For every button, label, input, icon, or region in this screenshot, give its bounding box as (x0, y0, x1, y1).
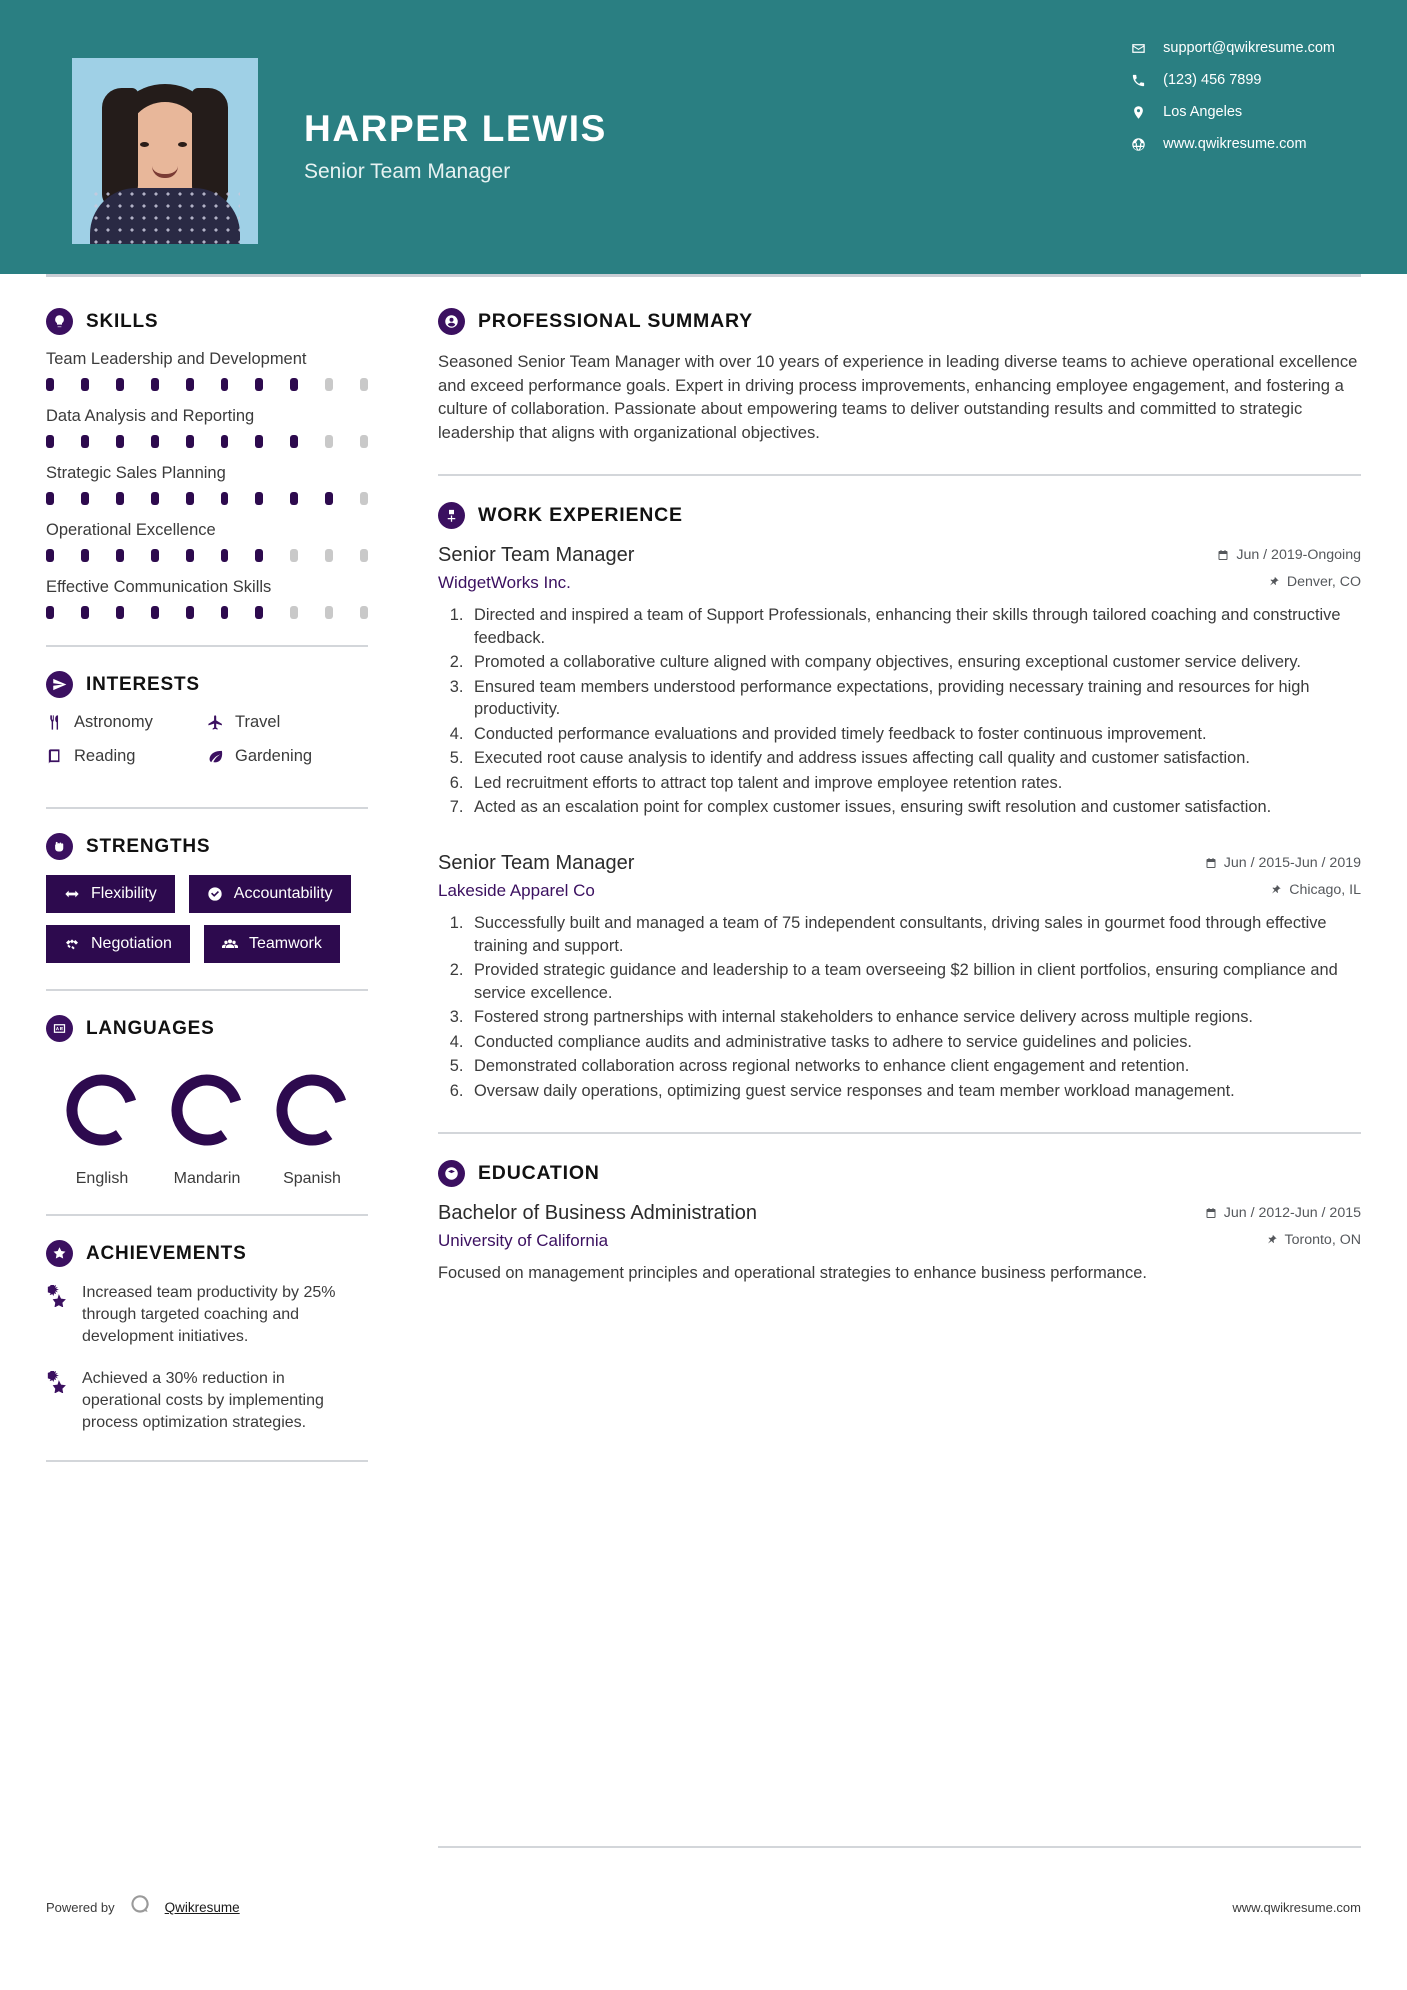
footer-divider (438, 1846, 1361, 1848)
skill-rating-dot (325, 606, 333, 619)
job-bullet: 2. Promoted a collaborative culture aligned with company objectives, ensuring exceptional customer service delivery. (468, 651, 1361, 673)
section-achievements (46, 1240, 368, 1434)
job-bullet: 6. Led recruitment efforts to attract top talent and improve employee retention rates. (468, 772, 1361, 794)
skill-rating-dot (46, 378, 54, 391)
skill-rating-dot (186, 492, 194, 505)
contact-location-text: Los Angeles (1163, 104, 1243, 120)
contact-email[interactable] (1130, 40, 1335, 56)
skill-rating-dot (221, 435, 229, 448)
calendar-icon (1205, 1207, 1217, 1219)
strength-label: Negotiation (91, 935, 172, 952)
experience-heading (438, 502, 1361, 529)
footer-brand-block (46, 1892, 240, 1923)
skill-rating-dot (81, 549, 89, 562)
candidate-name: HARPER LEWIS (304, 108, 607, 149)
divider-interests (46, 807, 368, 809)
book-icon (46, 748, 63, 765)
job-bullet: 3. Fostered strong partnerships with internal stakeholders to enhance service delivery across multiple regions. (468, 1006, 1361, 1028)
skill-label: Effective Communication Skills (46, 578, 272, 596)
star-badge-icon (46, 1240, 73, 1267)
divider-strengths (46, 989, 368, 991)
achievements-heading (46, 1240, 368, 1267)
skill-item (46, 521, 368, 562)
skill-rating (46, 435, 368, 448)
airplane-icon (207, 714, 224, 731)
job-bullets (468, 604, 1361, 818)
skill-rating-dot (290, 435, 298, 448)
summary-heading (438, 308, 1361, 335)
header-divider (46, 274, 1361, 277)
skill-rating-dot (255, 492, 263, 505)
education-entry (438, 1202, 1361, 1285)
contact-list (1130, 40, 1335, 152)
skill-rating-dot (290, 549, 298, 562)
skill-rating-dot (81, 378, 89, 391)
skill-rating-dot (186, 435, 194, 448)
skill-rating-dot (360, 549, 368, 562)
achievement-text: Achieved a 30% reduction in operational costs by implementing process optimization strategies. (82, 1370, 324, 1432)
interests-list (46, 713, 368, 781)
skill-label: Team Leadership and Development (46, 350, 307, 368)
skill-rating-dot (360, 606, 368, 619)
languages-title: LANGUAGES (86, 1017, 215, 1039)
skill-item (46, 407, 368, 448)
fist-icon (46, 833, 73, 860)
skill-rating-dot (116, 492, 124, 505)
skill-rating-dot (255, 378, 263, 391)
resume-header (0, 0, 1407, 274)
job-location-text: Denver, CO (1286, 574, 1361, 591)
skill-rating-dot (81, 435, 89, 448)
pin-icon (1268, 576, 1280, 588)
job-location (1270, 882, 1361, 898)
strengths-title: STRENGTHS (86, 835, 211, 857)
skill-rating-dot (116, 378, 124, 391)
skill-rating-dot (325, 492, 333, 505)
job-company: WidgetWorks Inc. (438, 573, 571, 593)
translate-icon (46, 1015, 73, 1042)
skill-rating-dot (116, 435, 124, 448)
calendar-icon (1205, 857, 1217, 869)
job-bullet: 1. Directed and inspired a team of Support Professionals, enhancing their skills through tailored coaching and constructive feedback. (468, 604, 1361, 649)
skill-rating-dot (186, 378, 194, 391)
achievement-item (46, 1282, 368, 1348)
divider-achievements (46, 1460, 368, 1462)
languages-list (46, 1057, 368, 1188)
job-bullet: 1. Successfully built and managed a team of 75 independent consultants, driving sales in gourmet food through effective training and support. (468, 912, 1361, 957)
skill-rating-dot (81, 606, 89, 619)
job-dates (1217, 547, 1361, 563)
skill-rating-dot (151, 378, 159, 391)
job-dates (1205, 855, 1361, 871)
job-bullet: 4. Conducted compliance audits and administrative tasks to adhere to service guidelines and policies. (468, 1031, 1361, 1053)
achievement-star-icon (46, 1368, 68, 1434)
summary-title: PROFESSIONAL SUMMARY (478, 310, 753, 332)
section-interests (46, 671, 368, 781)
job-title: Senior Team Manager (438, 852, 635, 875)
people-icon (222, 936, 238, 952)
skill-rating-dot (290, 492, 298, 505)
skills-list (46, 350, 368, 619)
email-icon (1130, 40, 1146, 56)
skill-rating-dot (360, 378, 368, 391)
skill-rating-dot (255, 435, 263, 448)
calendar-icon (1217, 549, 1229, 561)
skill-rating-dot (325, 549, 333, 562)
skill-rating-dot (116, 549, 124, 562)
strengths-list (46, 875, 368, 963)
user-circle-icon (438, 308, 465, 335)
job-entry (438, 544, 1361, 818)
skill-label: Data Analysis and Reporting (46, 407, 255, 425)
achievement-star-icon (46, 1282, 68, 1348)
strength-label: Accountability (233, 885, 333, 902)
job-bullet: 5. Executed root cause analysis to identify and address issues affecting call quality and customer satisfaction. (468, 747, 1361, 769)
contact-phone[interactable] (1130, 72, 1335, 88)
skill-rating-dot (290, 378, 298, 391)
section-education (438, 1160, 1361, 1285)
leaf-icon (207, 748, 224, 765)
jobs-list (438, 544, 1361, 1102)
pin-icon (1266, 1234, 1278, 1246)
experience-title: WORK EXPERIENCE (478, 504, 683, 527)
skill-rating-dot (325, 378, 333, 391)
section-summary (438, 308, 1361, 444)
contact-phone-text: (123) 456 7899 (1163, 72, 1262, 88)
divider-experience (438, 1132, 1361, 1134)
job-bullets (468, 912, 1361, 1102)
education-school: University of California (438, 1231, 609, 1251)
education-degree: Bachelor of Business Administration (438, 1202, 758, 1225)
footer-powered-by: Powered by (46, 1900, 115, 1915)
strength-teamwork (204, 925, 340, 963)
job-dates-text: Jun / 2019-Ongoing (1236, 547, 1361, 564)
language-ring (168, 1071, 246, 1149)
skill-rating-dot (186, 549, 194, 562)
arrows-horizontal-icon (64, 886, 80, 902)
job-dates-text: Jun / 2015-Jun / 2019 (1223, 855, 1361, 872)
interest-label: Gardening (235, 747, 313, 765)
skill-rating (46, 549, 368, 562)
skill-rating-dot (290, 606, 298, 619)
education-location-text: Toronto, ON (1284, 1232, 1361, 1249)
candidate-role: Senior Team Manager (304, 160, 511, 183)
footer-website: www.qwikresume.com (1232, 1900, 1361, 1915)
languages-heading (46, 1015, 368, 1042)
strength-label: Flexibility (91, 885, 157, 902)
skill-rating-dot (46, 606, 54, 619)
education-location (1266, 1232, 1362, 1248)
strengths-heading (46, 833, 368, 860)
interests-heading (46, 671, 368, 698)
language-label: Mandarin (173, 1170, 241, 1187)
strength-accountability (189, 875, 351, 913)
skill-rating (46, 378, 368, 391)
job-bullet: 5. Demonstrated collaboration across regional networks to enhance client engagement and retention. (468, 1055, 1361, 1077)
language-item (52, 1071, 152, 1188)
skill-rating (46, 492, 368, 505)
interest-travel (207, 713, 368, 732)
location-pin-icon (1130, 104, 1146, 120)
resume-footer (46, 1892, 1361, 1923)
skill-rating-dot (46, 492, 54, 505)
skill-item (46, 464, 368, 505)
contact-email-text: support@qwikresume.com (1163, 40, 1335, 56)
divider-skills (46, 645, 368, 647)
handshake-icon (64, 936, 80, 952)
skill-label: Operational Excellence (46, 521, 216, 539)
language-ring (63, 1071, 141, 1149)
skill-rating-dot (255, 606, 263, 619)
contact-website[interactable] (1130, 136, 1335, 152)
job-location-text: Chicago, IL (1289, 882, 1361, 899)
skill-rating-dot (221, 606, 229, 619)
job-bullet: 4. Conducted performance evaluations and provided timely feedback to foster continuous improvement. (468, 723, 1361, 745)
cutlery-icon (46, 714, 63, 731)
skills-title: SKILLS (86, 310, 159, 332)
contact-website-text: www.qwikresume.com (1163, 136, 1307, 152)
interests-title: INTERESTS (86, 673, 200, 695)
paper-plane-icon (46, 671, 73, 698)
section-languages (46, 1015, 368, 1188)
achievement-item (46, 1368, 368, 1434)
job-bullet: 6. Oversaw daily operations, optimizing guest service responses and team member workload management. (468, 1080, 1361, 1102)
strength-negotiation (46, 925, 190, 963)
interest-gardening (207, 747, 368, 766)
qwikresume-logo-icon (127, 1892, 153, 1923)
section-experience (438, 502, 1361, 1102)
interest-reading (46, 747, 207, 766)
contact-location (1130, 104, 1335, 120)
achievement-text: Increased team productivity by 25% through targeted coaching and development initiatives. (82, 1284, 336, 1346)
graduate-icon (438, 1160, 465, 1187)
language-label: Spanish (283, 1170, 341, 1187)
skill-rating-dot (325, 435, 333, 448)
divider-summary (438, 474, 1361, 476)
skill-rating-dot (151, 549, 159, 562)
footer-brand-link[interactable]: Qwikresume (164, 1900, 240, 1915)
skill-rating-dot (255, 549, 263, 562)
profile-photo (72, 58, 258, 244)
strength-flexibility (46, 875, 175, 913)
language-ring (273, 1071, 351, 1149)
skill-rating-dot (360, 435, 368, 448)
check-circle-icon (207, 886, 223, 902)
strength-label: Teamwork (248, 935, 322, 952)
skill-rating-dot (360, 492, 368, 505)
skill-rating-dot (46, 549, 54, 562)
skill-rating-dot (151, 492, 159, 505)
interest-astronomy (46, 713, 207, 732)
job-company: Lakeside Apparel Co (438, 881, 595, 901)
education-title: EDUCATION (478, 1162, 600, 1185)
language-label: English (75, 1170, 129, 1187)
skill-rating-dot (81, 492, 89, 505)
interest-label: Travel (235, 713, 281, 731)
main-content (398, 308, 1361, 1486)
language-item (262, 1071, 362, 1188)
skill-rating-dot (221, 378, 229, 391)
job-bullet: 7. Acted as an escalation point for complex customer issues, ensuring swift resolution and customer satisfaction. (468, 796, 1361, 818)
office-chair-icon (438, 502, 465, 529)
skill-rating-dot (186, 606, 194, 619)
section-skills (46, 308, 368, 619)
skills-heading (46, 308, 368, 335)
section-strengths (46, 833, 368, 963)
skill-rating-dot (151, 435, 159, 448)
identity-block (304, 110, 607, 184)
skill-rating-dot (221, 549, 229, 562)
resume-body (0, 274, 1407, 1486)
achievements-title: ACHIEVEMENTS (86, 1242, 247, 1264)
phone-icon (1130, 72, 1146, 88)
summary-text: Seasoned Senior Team Manager with over 10 years of experience in leading diverse teams to achieve operational excellence and exceed performance goals. Expert in driving process improvements, enhancing employee engagement, and fostering a culture of collaboration. Passionate about empowering teams to deliver outstanding results and committed to strategic leadership that aligns with organizational objectives. (438, 352, 1358, 442)
skill-rating-dot (46, 435, 54, 448)
sidebar (46, 308, 398, 1486)
skill-rating-dot (221, 492, 229, 505)
job-bullet: 3. Ensured team members understood performance expectations, providing necessary training and resources for high productivity. (468, 676, 1361, 721)
education-heading (438, 1160, 1361, 1187)
job-title: Senior Team Manager (438, 544, 635, 567)
interest-label: Astronomy (74, 713, 153, 731)
lightbulb-icon (46, 308, 73, 335)
achievements-list (46, 1282, 368, 1434)
education-dates-text: Jun / 2012-Jun / 2015 (1223, 1205, 1361, 1222)
skill-item (46, 350, 368, 391)
skill-item (46, 578, 368, 619)
education-description: Focused on management principles and operational strategies to enhance business performance. (438, 1264, 1147, 1283)
skill-label: Strategic Sales Planning (46, 464, 226, 482)
globe-icon (1130, 136, 1146, 152)
job-location (1268, 574, 1361, 590)
language-item (157, 1071, 257, 1188)
education-dates (1205, 1205, 1361, 1221)
skill-rating-dot (151, 606, 159, 619)
skill-rating-dot (116, 606, 124, 619)
divider-languages (46, 1214, 368, 1216)
job-bullet: 2. Provided strategic guidance and leadership to a team overseeing $2 billion in client portfolios, ensuring compliance and service excellence. (468, 959, 1361, 1004)
job-entry (438, 852, 1361, 1102)
skill-rating (46, 606, 368, 619)
interest-label: Reading (74, 747, 136, 765)
pin-icon (1270, 884, 1282, 896)
